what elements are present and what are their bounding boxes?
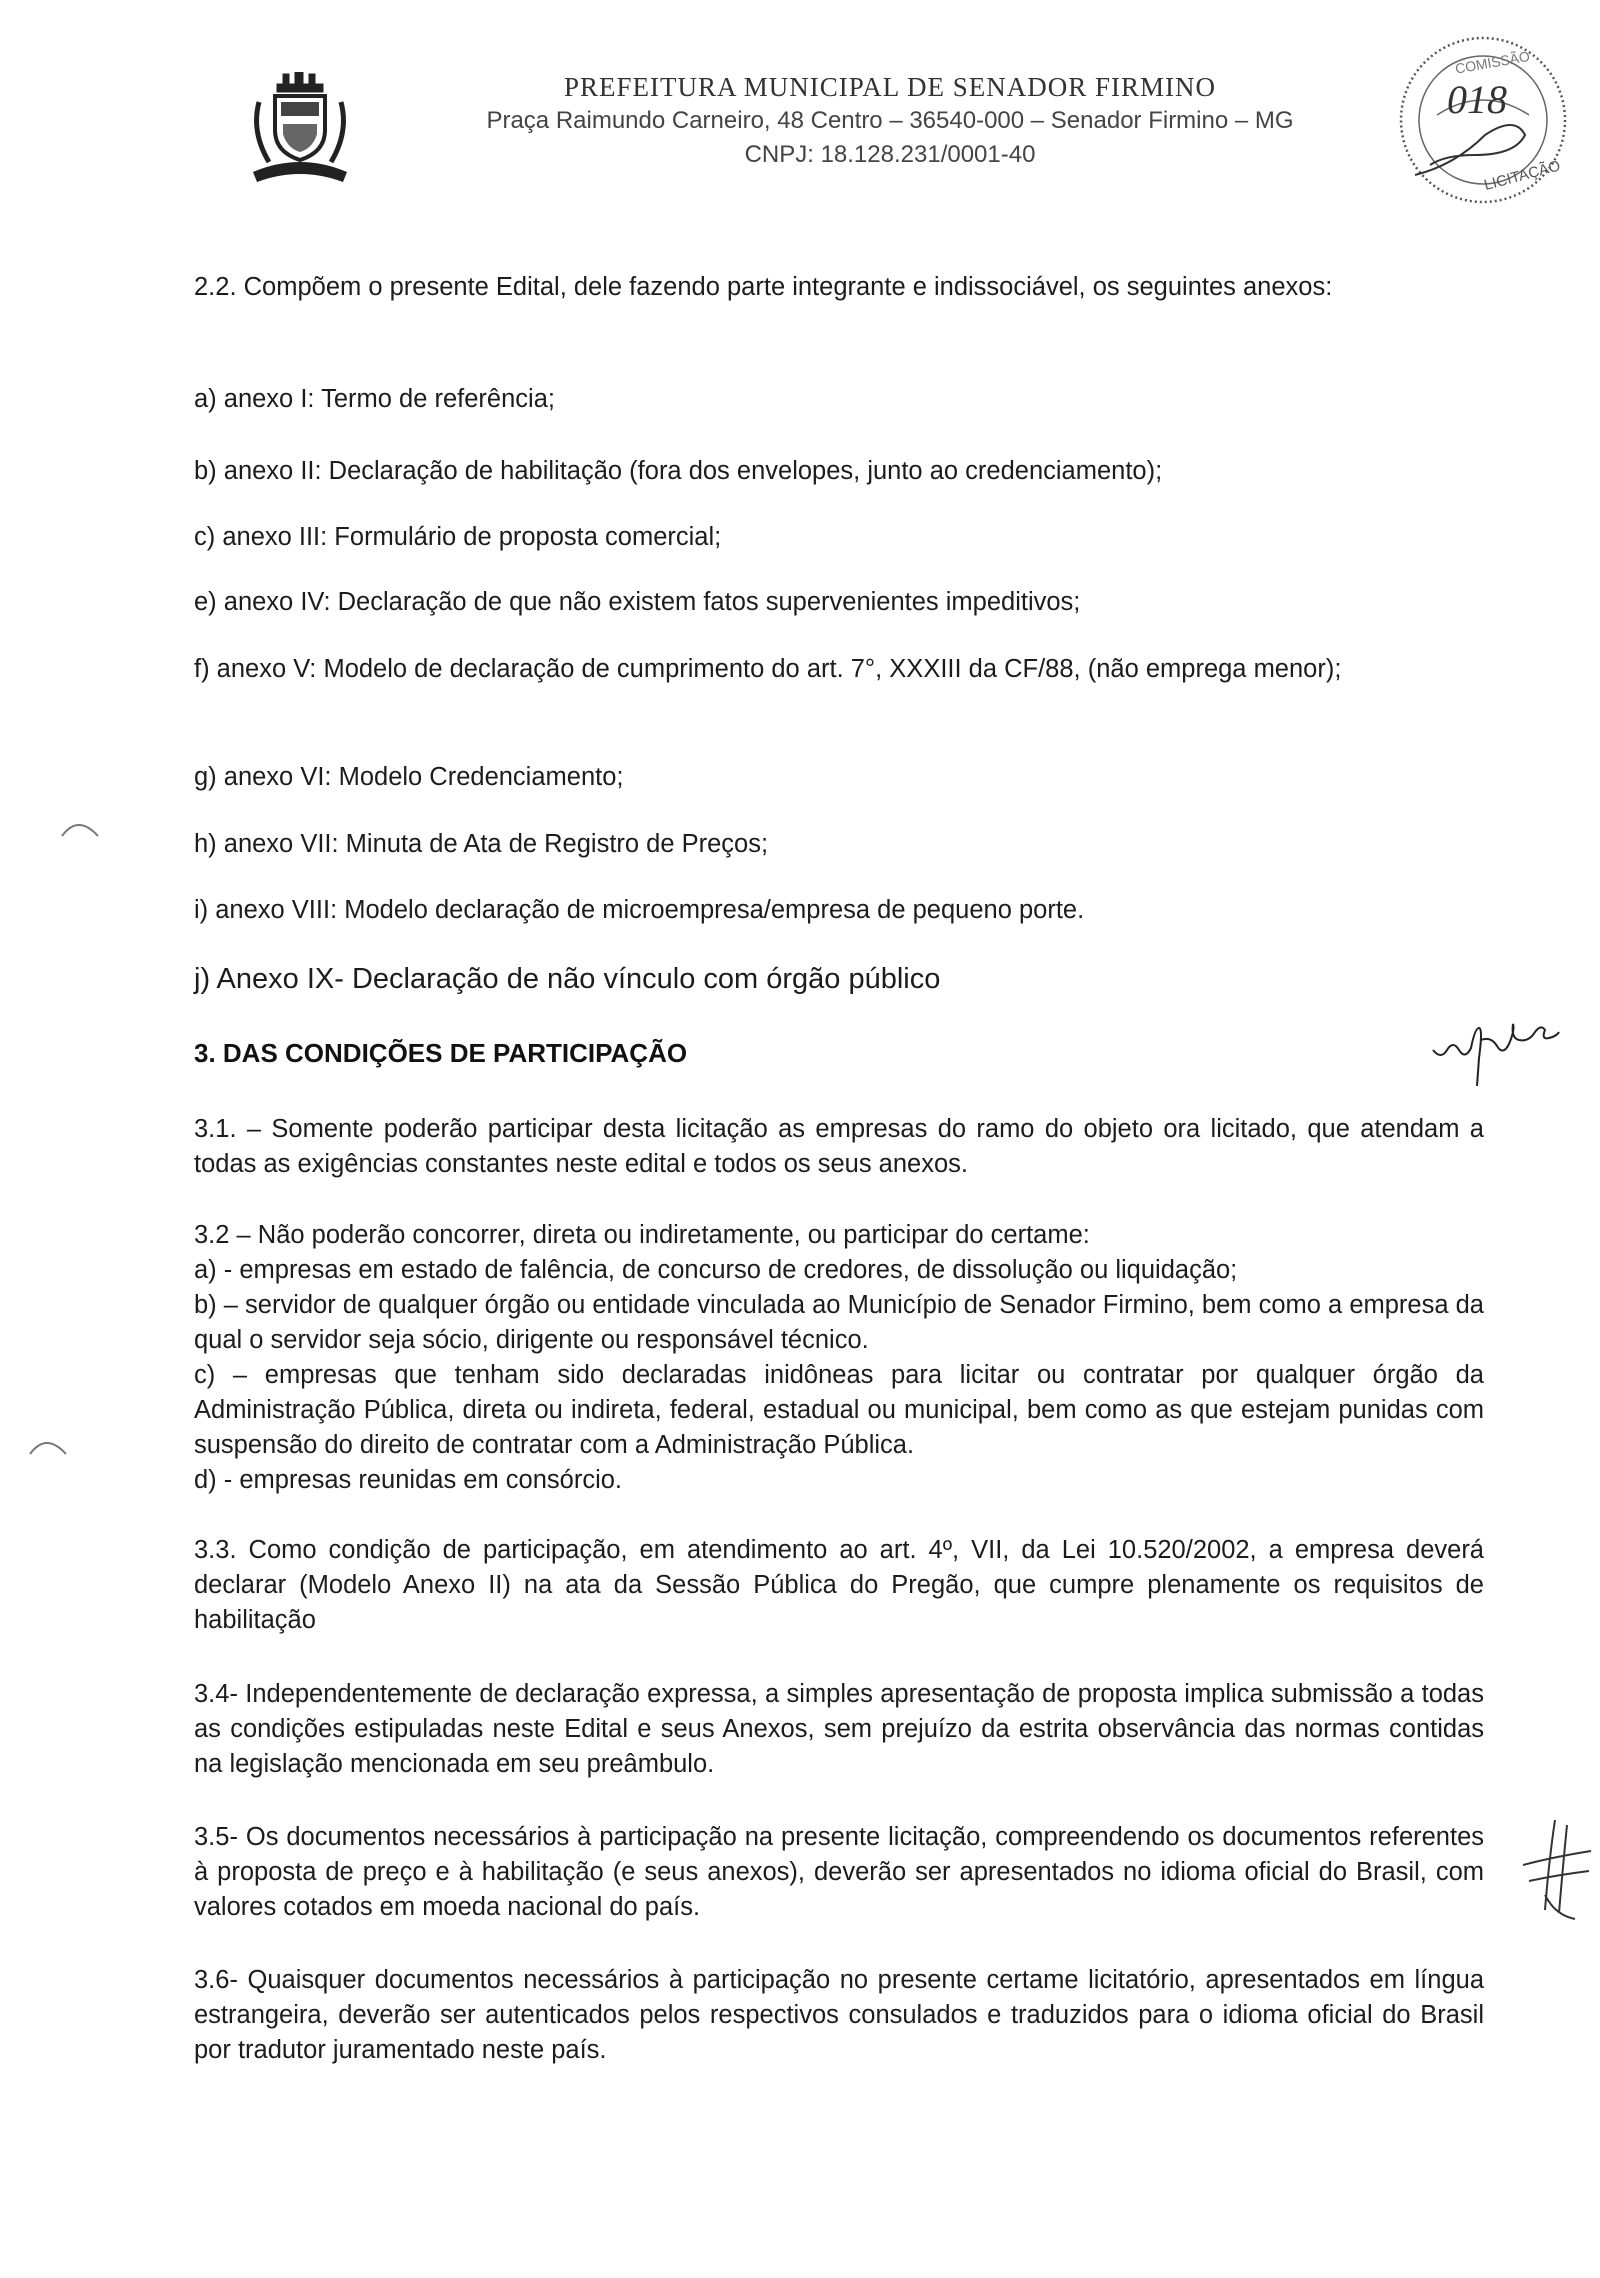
letterhead-title: PREFEITURA MUNICIPAL DE SENADOR FIRMINO	[563, 72, 1217, 102]
letterhead-address: Praça Raimundo Carneiro, 48 Centro – 36540-000 – Senador Firmino – MG	[486, 107, 1294, 134]
svg-text:COMISSÃO: COMISSÃO	[1453, 47, 1531, 77]
paragraph-3-2-c: c) – empresas que tenham sido declaradas inidôneas para licitar ou contratar por qualquer órgão da Administração Pública, direta ou indireta, federal, estadual ou municipal, bem como as que estejam punidas com suspensão do direito de contratar com a Administração Pública.	[194, 1361, 1484, 1459]
punch-mark-upper	[60, 810, 100, 840]
annex-item-a: a) anexo I: Termo de referência;	[194, 385, 555, 413]
paragraph-3-4: 3.4- Independentemente de declaração expressa, a simples apresentação de proposta implica submissão a todas as condições estipuladas neste Edital e seus Anexos, sem prejuízo da estrita observância das normas contidas na legislação mencionada em seu preâmbulo.	[194, 1680, 1484, 1778]
annex-item-i: i) anexo VIII: Modelo declaração de microempresa/empresa de pequeno porte.	[194, 896, 1085, 924]
annex-item-e: e) anexo IV: Declaração de que não existem fatos supervenientes impeditivos;	[194, 588, 1081, 616]
paragraph-3-2-lead: 3.2 – Não poderão concorrer, direta ou indiretamente, ou participar do certame:	[194, 1221, 1090, 1249]
paragraph-2-2: 2.2. Compõem o presente Edital, dele fazendo parte integrante e indissociável, os seguintes anexos:	[194, 273, 1333, 301]
paragraph-3-1: 3.1. – Somente poderão participar desta licitação as empresas do ramo do objeto ora licitado, que atendam a todas as exigências constantes neste edital e todos os seus anexos.	[194, 1115, 1484, 1178]
paragraph-3-2-b: b) – servidor de qualquer órgão ou entidade vinculada ao Município de Senador Firmino, bem como a empresa da qual o servidor seja sócio, dirigente ou responsável técnico.	[194, 1291, 1484, 1354]
commission-stamp	[1385, 25, 1575, 215]
annex-item-f: f) anexo V: Modelo de declaração de cumprimento do art. 7°, XXXIII da CF/88, (não emprega menor);	[194, 655, 1342, 683]
margin-scribble	[1515, 1815, 1595, 1925]
annex-item-j: j) Anexo IX- Declaração de não vínculo com órgão público	[194, 963, 941, 995]
annex-item-b: b) anexo II: Declaração de habilitação (fora dos envelopes, junto ao credenciamento);	[194, 457, 1163, 485]
paragraph-3-2-d: d) - empresas reunidas em consórcio.	[194, 1466, 623, 1494]
paragraph-3-3: 3.3. Como condição de participação, em atendimento ao art. 4º, VII, da Lei 10.520/2002, a empresa deverá declarar (Modelo Anexo II) na ata da Sessão Pública do Pregão, que cumpre plenamente os requisitos de habilitação	[194, 1536, 1484, 1634]
paragraph-3-2	[194, 1218, 1484, 1498]
paragraph-3-2-a: a) - empresas em estado de falência, de concurso de credores, de dissolução ou liquidação;	[194, 1256, 1238, 1284]
handwritten-initials	[1425, 1010, 1575, 1090]
annex-item-h: h) anexo VII: Minuta de Ata de Registro de Preços;	[194, 830, 769, 858]
municipal-crest-icon	[245, 72, 355, 192]
svg-text:LICITAÇÃO: LICITAÇÃO	[1482, 157, 1563, 195]
annex-item-g: g) anexo VI: Modelo Credenciamento;	[194, 763, 624, 791]
stamp-page-number: 018	[1447, 77, 1507, 122]
paragraph-3-6: 3.6- Quaisquer documentos necessários à participação no presente certame licitatório, apresentados em língua estrangeira, deverão ser autenticados pelos respectivos consulados e traduzidos para o idioma oficial do Brasil por tradutor juramentado neste país.	[194, 1966, 1484, 2064]
punch-mark-lower	[28, 1428, 68, 1458]
annex-item-c: c) anexo III: Formulário de proposta comercial;	[194, 523, 722, 551]
paragraph-3-5: 3.5- Os documentos necessários à participação na presente licitação, compreendendo os documentos referentes à proposta de preço e à habilitação (e seus anexos), deverão ser apresentados no idioma oficial do Brasil, com valores cotados em moeda nacional do país.	[194, 1823, 1484, 1921]
section-heading: 3. DAS CONDIÇÕES DE PARTICIPAÇÃO	[194, 1038, 688, 1068]
letterhead-cnpj: CNPJ: 18.128.231/0001-40	[744, 141, 1036, 168]
letterhead	[390, 70, 1390, 172]
